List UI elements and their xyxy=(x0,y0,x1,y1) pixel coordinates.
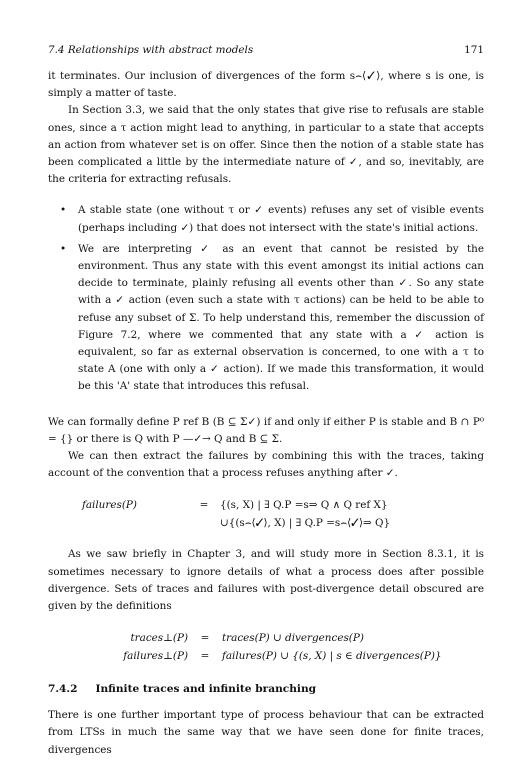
paragraph-1: it terminates. Our inclusion of divergences of the form s⌢⟨✓⟩, where s is one, is simply a matter of taste. xyxy=(48,70,484,100)
failures-definition xyxy=(82,496,484,532)
bullet-item xyxy=(60,241,484,396)
section-number: 7.4.2 xyxy=(48,683,78,696)
failures-lhs: failures(P) xyxy=(82,499,137,512)
bullet-item xyxy=(60,202,484,236)
bullet-text: We are interpreting ✓ as an event that cannot be resisted by the environment. Thus any state with this event amongst its initial actions can decide to terminate, plainly refusing all events other than ✓. So any state with a ✓ action (even such a state with τ actions) can be held to be able to refuse any subset of Σ. To help understand this, remember the discussion of Figure 7.2, where we commented that any state with a ✓ action is equivalent, so far as external observation is concerned, to one with a τ to state A (one with only a ✓ action). If we made this transformation, it would be this 'A' state that introduces this refusal. xyxy=(78,242,484,393)
bullet-icon: • xyxy=(60,242,67,255)
section-heading xyxy=(48,683,484,695)
def-rhs: traces(P) ∪ divergences(P) xyxy=(222,632,364,645)
bullet-list xyxy=(48,202,484,395)
running-header-section: 7.4 Relationships with abstract models xyxy=(48,44,254,56)
paragraph-3: We can formally define P ref B (B ⊆ Σ✓) if and only if either P is stable and B ∩ P⁰ = {} or there is Q with P —✓→ Q and B ⊆ Σ. xyxy=(48,415,484,445)
def-lhs: failures⊥(P) xyxy=(123,650,188,663)
failures-eq: = xyxy=(199,499,209,512)
def-eq: = xyxy=(200,632,210,645)
running-header xyxy=(48,44,484,56)
paragraph-2: In Section 3.3, we said that the only states that give rise to refusals are stable ones, since a τ action might lead to anything, in particular to a state that accepts an action from whatever set is on offer. Since then the notion of a stable state has been complicated a little by the intermediate nature of ✓, and so, inevitably, are the criteria for extracting refusals. xyxy=(48,104,484,186)
page xyxy=(48,44,484,759)
def-eq: = xyxy=(200,650,210,663)
failures-line-1: {(s, X) | ∃ Q.P =s⇒ Q ∧ Q ref X} xyxy=(220,499,388,512)
bullet-icon: • xyxy=(60,204,67,217)
paragraph-6: There is one further important type of process behaviour that can be extracted from LTSs in much the same way that we have seen done for finite traces, divergences xyxy=(48,709,484,756)
bottom-definitions xyxy=(88,629,484,665)
paragraph-4: We can then extract the failures by combining this with the traces, taking account of the convention that a process refuses anything after ✓. xyxy=(48,450,484,480)
def-lhs: traces⊥(P) xyxy=(130,632,188,645)
page-number: 171 xyxy=(464,44,484,56)
failures-line-2: ∪{(s⌢⟨✓⟩, X) | ∃ Q.P =s⌢⟨✓⟩⇒ Q} xyxy=(220,517,391,530)
section-title: Infinite traces and infinite branching xyxy=(95,683,317,696)
bullet-text: A stable state (one without τ or ✓ events) refuses any set of visible events (perhaps including ✓) that does not intersect with the state's initial actions. xyxy=(78,204,484,234)
paragraph-5: As we saw briefly in Chapter 3, and will study more in Section 8.3.1, it is sometimes necessary to ignore details of what a process does after possible divergence. Sets of traces and failures with post-divergence detail obscured are given by the definitions xyxy=(48,548,484,613)
def-rhs: failures(P) ∪ {(s, X) | s ∈ divergences(P)} xyxy=(222,650,442,663)
